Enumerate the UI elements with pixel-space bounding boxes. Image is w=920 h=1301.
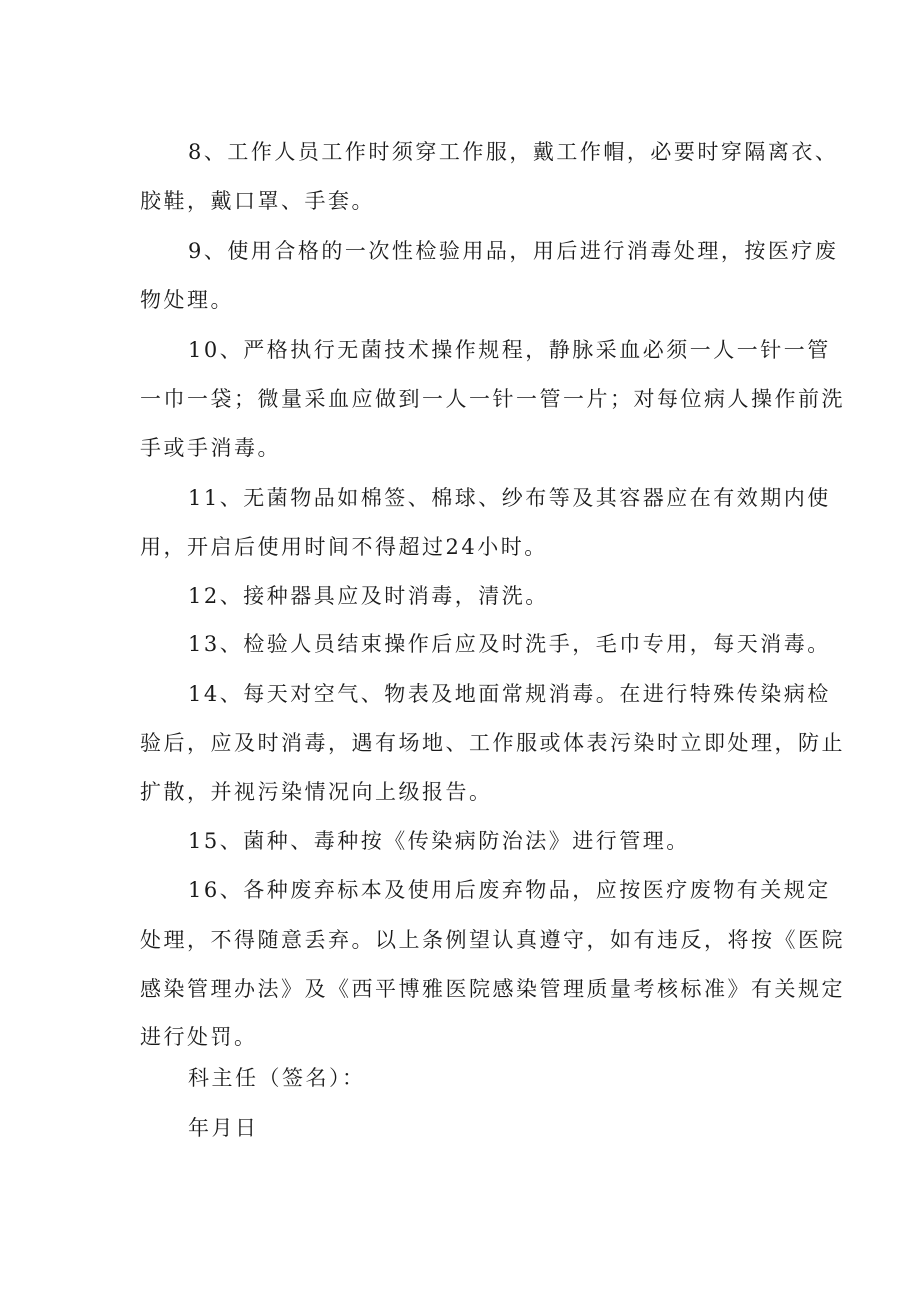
rule-16-line-1: 16、各种废弃标本及使用后废弃物品，应按医疗废物有关规定	[188, 878, 831, 902]
date-label: 年月日	[188, 1116, 259, 1140]
rule-8-line-2: 胶鞋，戴口罩、手套。	[140, 189, 375, 213]
rule-9-line-1: 9、使用合格的一次性检验用品，用后进行消毒处理，按医疗废	[188, 239, 839, 263]
rule-10-line-2: 一巾一袋；微量采血应做到一人一针一管一片；对每位病人操作前洗	[140, 387, 845, 411]
rule-8-line-1: 8、工作人员工作时须穿工作服，戴工作帽，必要时穿隔离衣、	[188, 140, 839, 164]
rule-14-line-2: 验后，应及时消毒，遇有场地、工作服或体表污染时立即处理，防止	[140, 731, 845, 755]
rule-14-line-1: 14、每天对空气、物表及地面常规消毒。在进行特殊传染病检	[188, 682, 831, 706]
signature-label: 科主任（签名）：	[188, 1066, 366, 1090]
rule-13-line-1: 13、检验人员结束操作后应及时洗手，毛巾专用，每天消毒。	[188, 632, 831, 656]
rule-9-line-2: 物处理。	[140, 288, 234, 312]
rule-15-line-1: 15、菌种、毒种按《传染病防治法》进行管理。	[188, 829, 690, 853]
rule-11-line-1: 11、无菌物品如棉签、棉球、纱布等及其容器应在有效期内使	[188, 486, 831, 510]
rule-10-line-3: 手或手消毒。	[140, 436, 281, 460]
rule-14-line-3: 扩散，并视污染情况向上级报告。	[140, 780, 493, 804]
rule-16-line-4: 进行处罚。	[140, 1025, 258, 1049]
rule-16-line-2: 处理，不得随意丢弃。以上条例望认真遵守，如有违反，将按《医院	[140, 928, 845, 952]
rule-11-line-2: 用，开启后使用时间不得超过24小时。	[140, 535, 548, 559]
rule-16-line-3: 感染管理办法》及《西平博雅医院感染管理质量考核标准》有关规定	[140, 977, 845, 1001]
rule-10-line-1: 10、严格执行无菌技术操作规程，静脉采血必须一人一针一管	[188, 338, 831, 362]
rule-12-line-1: 12、接种器具应及时消毒，清洗。	[188, 584, 549, 608]
